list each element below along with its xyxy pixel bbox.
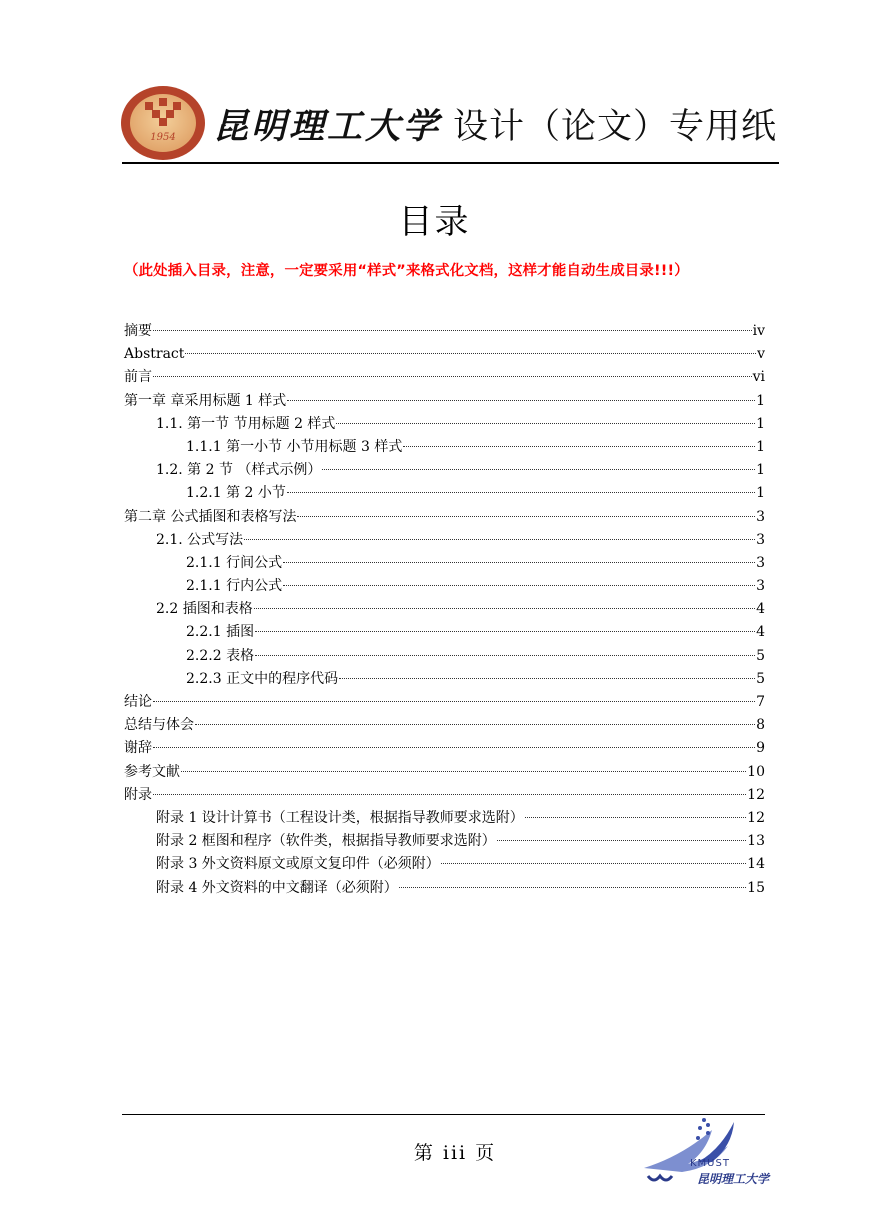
toc-leader-dots: [497, 840, 746, 841]
toc-entry[interactable]: [124, 529, 765, 552]
toc-entry-page: 12: [747, 809, 765, 826]
toc-entry-title: 结论: [124, 694, 152, 710]
toc-leader-dots: [322, 469, 755, 470]
toc-entry-page: 8: [756, 717, 765, 734]
toc-leader-dots: [153, 701, 755, 702]
toc-entry-page: 15: [747, 879, 765, 896]
toc-entry[interactable]: [124, 436, 765, 459]
footer-school-name: 昆明理工大学: [697, 1172, 770, 1186]
toc-leader-dots: [287, 492, 755, 493]
toc-entry-title: 参考文献: [124, 763, 180, 780]
toc-entry[interactable]: [124, 645, 765, 668]
toc-entry[interactable]: [124, 714, 765, 737]
toc-entry-title: 2.2.1 插图: [186, 624, 255, 641]
toc-entry-title: 2.1.1 行间公式: [186, 554, 283, 571]
toc-leader-dots: [153, 747, 755, 748]
toc-entry-page: 7: [756, 694, 765, 710]
toc-entry-title: 1.2. 第 2 节 （样式示例）: [156, 462, 322, 479]
toc-entry[interactable]: [124, 807, 765, 830]
toc-entry-page: 1: [756, 462, 765, 479]
toc-entry-page: 13: [747, 833, 765, 850]
toc-leader-dots: [403, 446, 755, 447]
toc-leader-dots: [185, 353, 756, 354]
toc-entry-page: v: [757, 346, 765, 363]
university-seal-icon: [119, 84, 207, 162]
toc-entry-title: 1.2.1 第 2 小节: [186, 485, 286, 502]
toc-entry-page: 3: [756, 508, 765, 525]
svg-text:1954: 1954: [150, 132, 176, 143]
toc-leader-dots: [441, 863, 746, 864]
header-rule: [122, 162, 779, 164]
toc-leader-dots: [153, 794, 746, 795]
toc-entry-title: 2.2 插图和表格: [156, 601, 253, 618]
toc-leader-dots: [244, 539, 755, 540]
toc-leader-dots: [153, 376, 752, 377]
toc-entry-title: 1.1. 第一节 节用标题 2 样式: [156, 415, 336, 432]
toc-leader-dots: [339, 678, 755, 679]
toc-entry-title: 总结与体会: [124, 717, 194, 734]
toc-leader-dots: [255, 655, 755, 656]
toc-leader-dots: [399, 887, 746, 888]
toc-leader-dots: [255, 631, 755, 632]
toc-entry-title: 附录 2 框图和程序（软件类，根据指导教师要求选附）: [156, 833, 496, 850]
toc-entry-title: Abstract: [124, 346, 185, 363]
toc-leader-dots: [283, 562, 755, 563]
toc-entry-page: 14: [747, 856, 765, 873]
toc-entry-page: 10: [747, 763, 765, 780]
doc-type-label: 设计（论文）专用纸: [453, 107, 778, 147]
toc-leader-dots: [297, 516, 755, 517]
toc-entry-title: 2.2.3 正文中的程序代码: [186, 670, 339, 687]
toc-entry-page: 9: [756, 740, 765, 757]
toc-entry-title: 前言: [124, 369, 152, 386]
toc-entry[interactable]: [124, 668, 765, 691]
page-title: 目录: [398, 202, 471, 242]
toc-entry-page: vi: [752, 369, 765, 386]
toc-entry-page: 3: [756, 554, 765, 571]
toc-entry[interactable]: [124, 691, 765, 714]
toc-leader-dots: [336, 423, 755, 424]
toc-leader-dots: [195, 724, 755, 725]
footer-rule: [122, 1114, 765, 1115]
toc-entry[interactable]: [124, 853, 765, 876]
toc-entry-page: 4: [756, 601, 765, 618]
toc-entry[interactable]: [124, 784, 765, 807]
toc-leader-dots: [254, 608, 755, 609]
toc-entry[interactable]: [124, 737, 765, 760]
toc-entry[interactable]: [124, 413, 765, 436]
toc-entry-title: 附录 3 外文资料原文或原文复印件（必须附）: [156, 856, 440, 873]
toc-entry[interactable]: [124, 390, 765, 413]
toc-entry-page: 12: [747, 786, 765, 803]
toc-leader-dots: [283, 585, 755, 586]
toc-entry[interactable]: [124, 506, 765, 529]
toc-entry-page: 1: [756, 392, 765, 409]
toc-leader-dots: [181, 771, 746, 772]
toc-entry[interactable]: [124, 877, 765, 900]
toc-entry-page: 5: [756, 670, 765, 687]
toc-entry-title: 谢辞: [124, 740, 152, 757]
page-number: 第 iii 页: [413, 1142, 497, 1164]
toc-entry[interactable]: [124, 598, 765, 621]
toc-entry-title: 附录 4 外文资料的中文翻译（必须附）: [156, 879, 398, 896]
toc-entry-title: 附录: [124, 786, 152, 803]
toc-leader-dots: [525, 817, 746, 818]
toc-entry-title: 2.1.1 行内公式: [186, 578, 283, 595]
toc-entry-title: 2.1. 公式写法: [156, 531, 244, 548]
toc-leader-dots: [153, 330, 752, 331]
toc-entry[interactable]: [124, 366, 765, 389]
kmust-logo-text: KMUST: [690, 1158, 730, 1169]
header-brand: [213, 94, 777, 154]
toc-entry[interactable]: [124, 552, 765, 575]
toc-entry-page: 4: [756, 624, 765, 641]
toc-entry[interactable]: [124, 575, 765, 598]
toc-entry[interactable]: [124, 761, 765, 784]
toc-entry-title: 摘要: [124, 323, 152, 339]
toc-entry[interactable]: [124, 621, 765, 644]
toc-entry-page: iv: [752, 323, 765, 339]
toc-entry-page: 3: [756, 578, 765, 595]
toc-entry-title: 第二章 公式插图和表格写法: [124, 508, 297, 525]
toc-entry-page: 1: [756, 485, 765, 502]
toc-entry-title: 1.1.1 第一小节 小节用标题 3 样式: [186, 438, 403, 455]
toc-entry[interactable]: [124, 459, 765, 482]
instruction-note: （此处插入目录，注意，一定要采用“样式”来格式化文档，这样才能自动生成目录!!!）: [124, 263, 689, 279]
toc-entry-page: 3: [756, 531, 765, 548]
toc-entry[interactable]: [124, 343, 765, 366]
toc-entry-page: 5: [756, 647, 765, 664]
school-name: 昆明理工大学: [213, 106, 442, 147]
toc-entry-page: 1: [756, 415, 765, 432]
toc-entry[interactable]: [124, 320, 765, 343]
toc-entry[interactable]: [124, 482, 765, 505]
toc-entry-title: 第一章 章采用标题 1 样式: [124, 392, 287, 409]
toc-leader-dots: [287, 400, 755, 401]
toc-entry[interactable]: [124, 830, 765, 853]
toc-entry-title: 2.2.2 表格: [186, 647, 255, 664]
toc-entry-title: 附录 1 设计计算书（工程设计类，根据指导教师要求选附）: [156, 809, 524, 826]
toc-entry-page: 1: [756, 438, 765, 455]
table-of-contents: [124, 320, 765, 900]
